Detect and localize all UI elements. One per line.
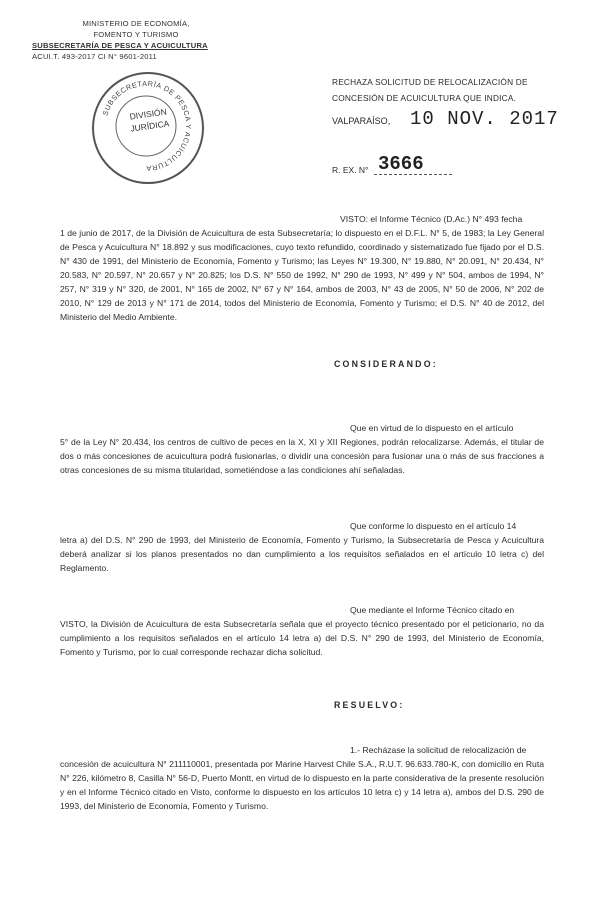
considerando-paragraph-2 [60, 519, 544, 575]
stamp-center-line-2: JURÍDICA [129, 118, 170, 134]
resolution-label: R. EX. N° [332, 165, 369, 175]
resuelvo-1-lead: 1.- Recházase la solicitud de relocalización de [350, 745, 527, 755]
considerando-heading: CONSIDERANDO: [334, 359, 438, 369]
resolution-number: 3666 [378, 153, 424, 175]
resolution-number-underline [374, 174, 452, 175]
resuelvo-paragraph-1 [60, 743, 544, 813]
considerando-paragraph-3 [60, 603, 544, 659]
visto-lead: VISTO: el Informe Técnico (D.Ac.) N° 493 fecha [340, 214, 523, 224]
document-subject [332, 74, 564, 106]
considerando-paragraph-1 [60, 421, 544, 477]
institution-header [32, 18, 232, 62]
subject-line-2: CONCESIÓN DE ACUICULTURA QUE INDICA. [332, 93, 517, 103]
considerando-2-lead: Que conforme lo dispuesto en el artículo 14 [350, 521, 517, 531]
place-label: VALPARAÍSO, [332, 116, 391, 126]
visto-body: 1 de junio de 2017, de la División de Acuicultura de esta Subsecretaría; lo dispuesto en el D.F.L. N° 5, de 1983; la Ley General de Pesca y Acuicultura N° 18.892 y sus modificaciones, cuyo texto refundido, coordinado y sistematizado fue fijado por el D.S. N° 430 de 1991, del Ministerio de Economía, Fomento y Turismo; las Leyes N° 19.300, N° 19.880, N° 20.091, N° 20.434, N° 20.583, N° 20.597, N° 20.657 y N° 20.825; los D.S. N° 550 de 1992, N° 290 de 1993, N° 499 y N° 504, ambos de 1994, N° 257, N° 319 y N° 320, de 2001, N° 165 de 2002, N° 67 y N° 164, ambos de 2003, N° 43 de 2005, N° 50 de 2006, N° 202 de 2010, N° 129 de 2013 y N° 171 de 2014, todos del Ministerio de Economía, Fomento y Turismo; el D.S. N° 40 de 2012, del Ministerio del Medio Ambiente. [60, 228, 544, 322]
considerando-3-lead: Que mediante el Informe Técnico citado en [350, 605, 515, 615]
stamp-center-line-1: DIVISIÓN [128, 106, 168, 122]
resuelvo-heading: RESUELVO: [334, 700, 405, 710]
file-reference: ACUI.T. 493-2017 CI N° 9601-2011 [32, 52, 157, 61]
considerando-1-lead: Que en virtud de lo dispuesto en el artículo [350, 423, 514, 433]
ministry-line-2: FOMENTO Y TURISMO [93, 30, 179, 39]
ministry-line-1: MINISTERIO DE ECONOMÍA, [82, 19, 190, 28]
stamped-date: 10 NOV. 2017 [410, 108, 559, 130]
considerando-3-body: VISTO, la División de Acuicultura de esta Subsecretaría señala que el proyecto técnico presentado por el peticionario, no da cumplimiento a los requisitos señalados en el artículo 14 letra a) del D.S. N° 290 de 1993, del Ministerio de Economía, Fomento y Turismo, por lo cual corresponde rechazar dicha solicitud. [60, 619, 544, 657]
division-juridica-stamp [92, 72, 204, 184]
considerando-1-body: 5° de la Ley N° 20.434, los centros de cultivo de peces en la X, XI y XII Regiones, podrán relocalizarse. Además, el titular de dos o más concesiones de acuicultura podrá fusionarlas, o dividir una concesión para fusionar una o más de sus fracciones a otras concesiones de su misma titularidad, sometiéndose a las condiciones ahí señaladas. [60, 437, 544, 475]
resuelvo-1-body: concesión de acuicultura N° 211110001, presentada por Marine Harvest Chile S.A., R.U.T. 96.633.780-K, con domicilio en Ruta N° 226, kilómetro 8, Casilla N° 56-D, Puerto Montt, en virtud de lo dispuesto en la parte considerativa de la presente resolución y en el Informe Técnico citado en Visto, conforme lo dispuesto en los artículos 10 letra c) y 14 letra a), ambos del D.S. 290 de 1993, del Ministerio de Economía, Fomento y Turismo. [60, 759, 544, 811]
visto-paragraph [60, 212, 544, 324]
considerando-2-body: letra a) del D.S. N° 290 de 1993, del Ministerio de Economía, Fomento y Turismo, la Subsecretaría de Pesca y Acuicultura deberá analizar si los planos presentados no dan cumplimiento a los requisitos señalados en el artículo 10 letra c) del Reglamento. [60, 535, 544, 573]
subsecretaria-line: SUBSECRETARÍA DE PESCA Y ACUICULTURA [32, 41, 208, 50]
stamp-ring-text: SUBSECRETARÍA DE PESCA Y ACUICULTURA [100, 78, 194, 174]
subject-line-1: RECHAZA SOLICITUD DE RELOCALIZACIÓN DE [332, 77, 528, 87]
